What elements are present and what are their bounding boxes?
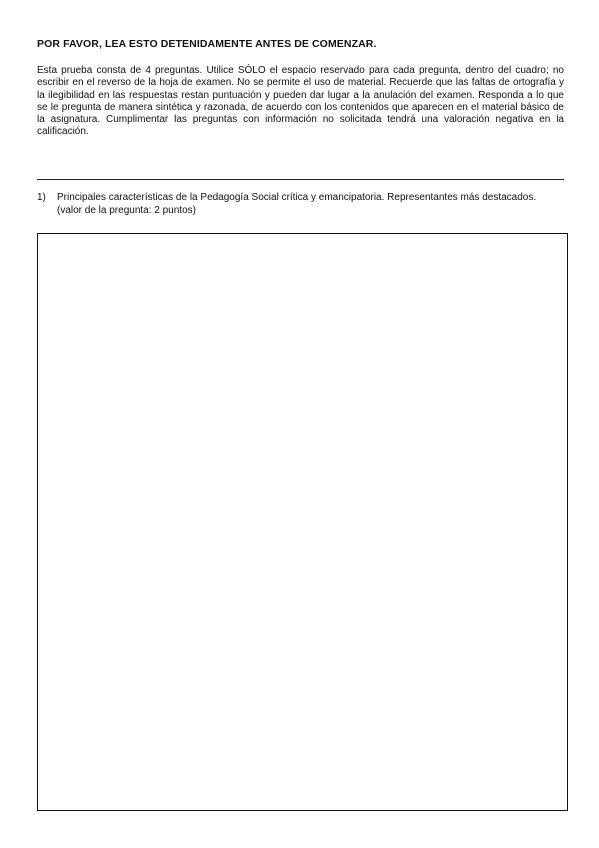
question-1 <box>37 192 564 217</box>
divider <box>37 179 564 180</box>
question-text: Principales características de la Pedagogía Social crítica y emancipatoria. Representantes más destacados. (valor de la pregunta: 2 puntos) <box>57 192 537 216</box>
question-number: 1) <box>37 192 46 203</box>
answer-box[interactable] <box>37 233 568 811</box>
exam-instructions: Esta prueba consta de 4 preguntas. Utilice SÓLO el espacio reservado para cada pregunta, dentro del cuadro; no escribir en el reverso de la hoja de examen. No se permite el uso de material. Recuerde que las faltas de ortografía y la ilegibilidad en las respuestas restan puntuación y pueden dar lugar a la anulación del examen. Responda a lo que se le pregunta de manera sintética y razonada, de acuerdo con los contenidos que aparecen en el material básico de la asignatura. Cumplimentar las preguntas con información no solicitada tendrá una valoración negativa en la calificación. <box>37 65 564 138</box>
exam-heading: POR FAVOR, LEA ESTO DETENIDAMENTE ANTES DE COMENZAR. <box>37 38 377 50</box>
